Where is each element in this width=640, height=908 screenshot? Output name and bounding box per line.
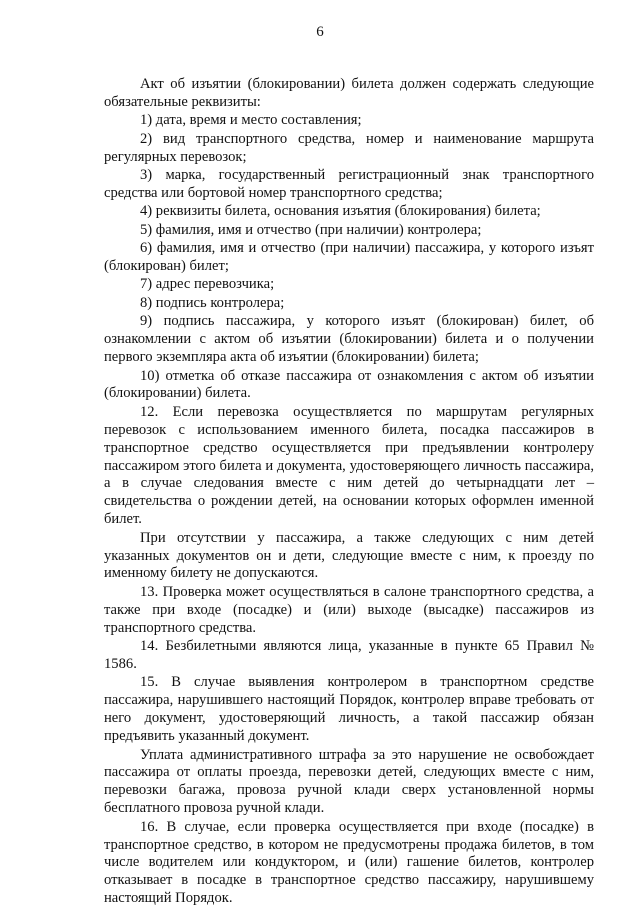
paragraph-act-requisites: Акт об изъятии (блокировании) билета должен содержать следующие обязательные реквизиты:: [104, 76, 594, 110]
list-item-1: 1) дата, время и место составления;: [140, 112, 362, 129]
list-item-3: 3) марка, государственный регистрационный знак транспортного средства или бортовой номер транспортного средства;: [104, 167, 594, 201]
paragraph-clause-12: 12. Если перевозка осуществляется по маршрутам регулярных перевозок с использованием именного билета, посадка пассажиров в транспортное средство осуществляется при предъявлении контролеру пассажиром этого билета и документа, удостоверяющего личность пассажира, а в случае следования вместе с ним детей до четырнадцати лет – свидетельства о рождении детей, на основании которых оформлен именной билет.: [104, 403, 594, 528]
list-item-6: 6) фамилия, имя и отчество (при наличии) пассажира, у которого изъят (блокирован) билет;: [104, 240, 594, 275]
document-body: [104, 76, 594, 908]
paragraph-clause-14: 14. Безбилетными являются лица, указанные в пункте 65 Правил № 1586.: [104, 638, 594, 672]
list-item-9: 9) подпись пассажира, у которого изъят (блокирован) билет, об ознакомлении с актом об изъятии (блокировании) билета и о получении первого экземпляра акта об изъятии (блокировании) билета;: [104, 313, 594, 366]
paragraph-clause-13: 13. Проверка может осуществляться в салоне транспортного средства, а также при входе (посадке) и (или) выходе (высадке) пассажиров из транспортного средства.: [104, 583, 594, 636]
list-item-7: 7) адрес перевозчика;: [140, 276, 275, 293]
paragraph-clause-12-note: При отсутствии у пассажира, а также следующих с ним детей указанных документов он и дети, следующие вместе с ним, к проезду по именному билету не допускаются.: [104, 529, 594, 582]
page-number: 6: [316, 24, 324, 40]
list-item-2: 2) вид транспортного средства, номер и наименование маршрута регулярных перевозок;: [104, 130, 594, 165]
list-item-4: 4) реквизиты билета, основания изъятия (блокирования) билета;: [140, 203, 541, 220]
paragraph-clause-15-note: Уплата административного штрафа за это нарушение не освобождает пассажира от оплаты проезда, перевозки детей, следующих вместе с ним, перевозки багажа, провоза ручной клади сверх установленной нормы бесплатного провоза ручной клади.: [104, 746, 594, 817]
list-item-5: 5) фамилия, имя и отчество (при наличии) контролера;: [140, 221, 482, 238]
list-item-10: 10) отметка об отказе пассажира от ознакомления с актом об изъятии (блокировании) билета.: [104, 367, 594, 402]
paragraph-clause-16: 16. В случае, если проверка осуществляется при входе (посадке) в транспортное средство, в котором не предусмотрены продажа билетов, в том числе водителем или кондуктором, и (или) гашение билетов, контролер отказывает в посадке в транспортное средство пассажиру, нарушившему настоящий Порядок.: [104, 818, 594, 907]
list-item-8: 8) подпись контролера;: [140, 294, 285, 311]
paragraph-clause-15: 15. В случае выявления контролером в транспортном средстве пассажира, нарушившего настоящий Порядок, контролер вправе требовать от него документ, удостоверяющий личность, а такой пассажир обязан предъявить указанный документ.: [104, 674, 594, 745]
